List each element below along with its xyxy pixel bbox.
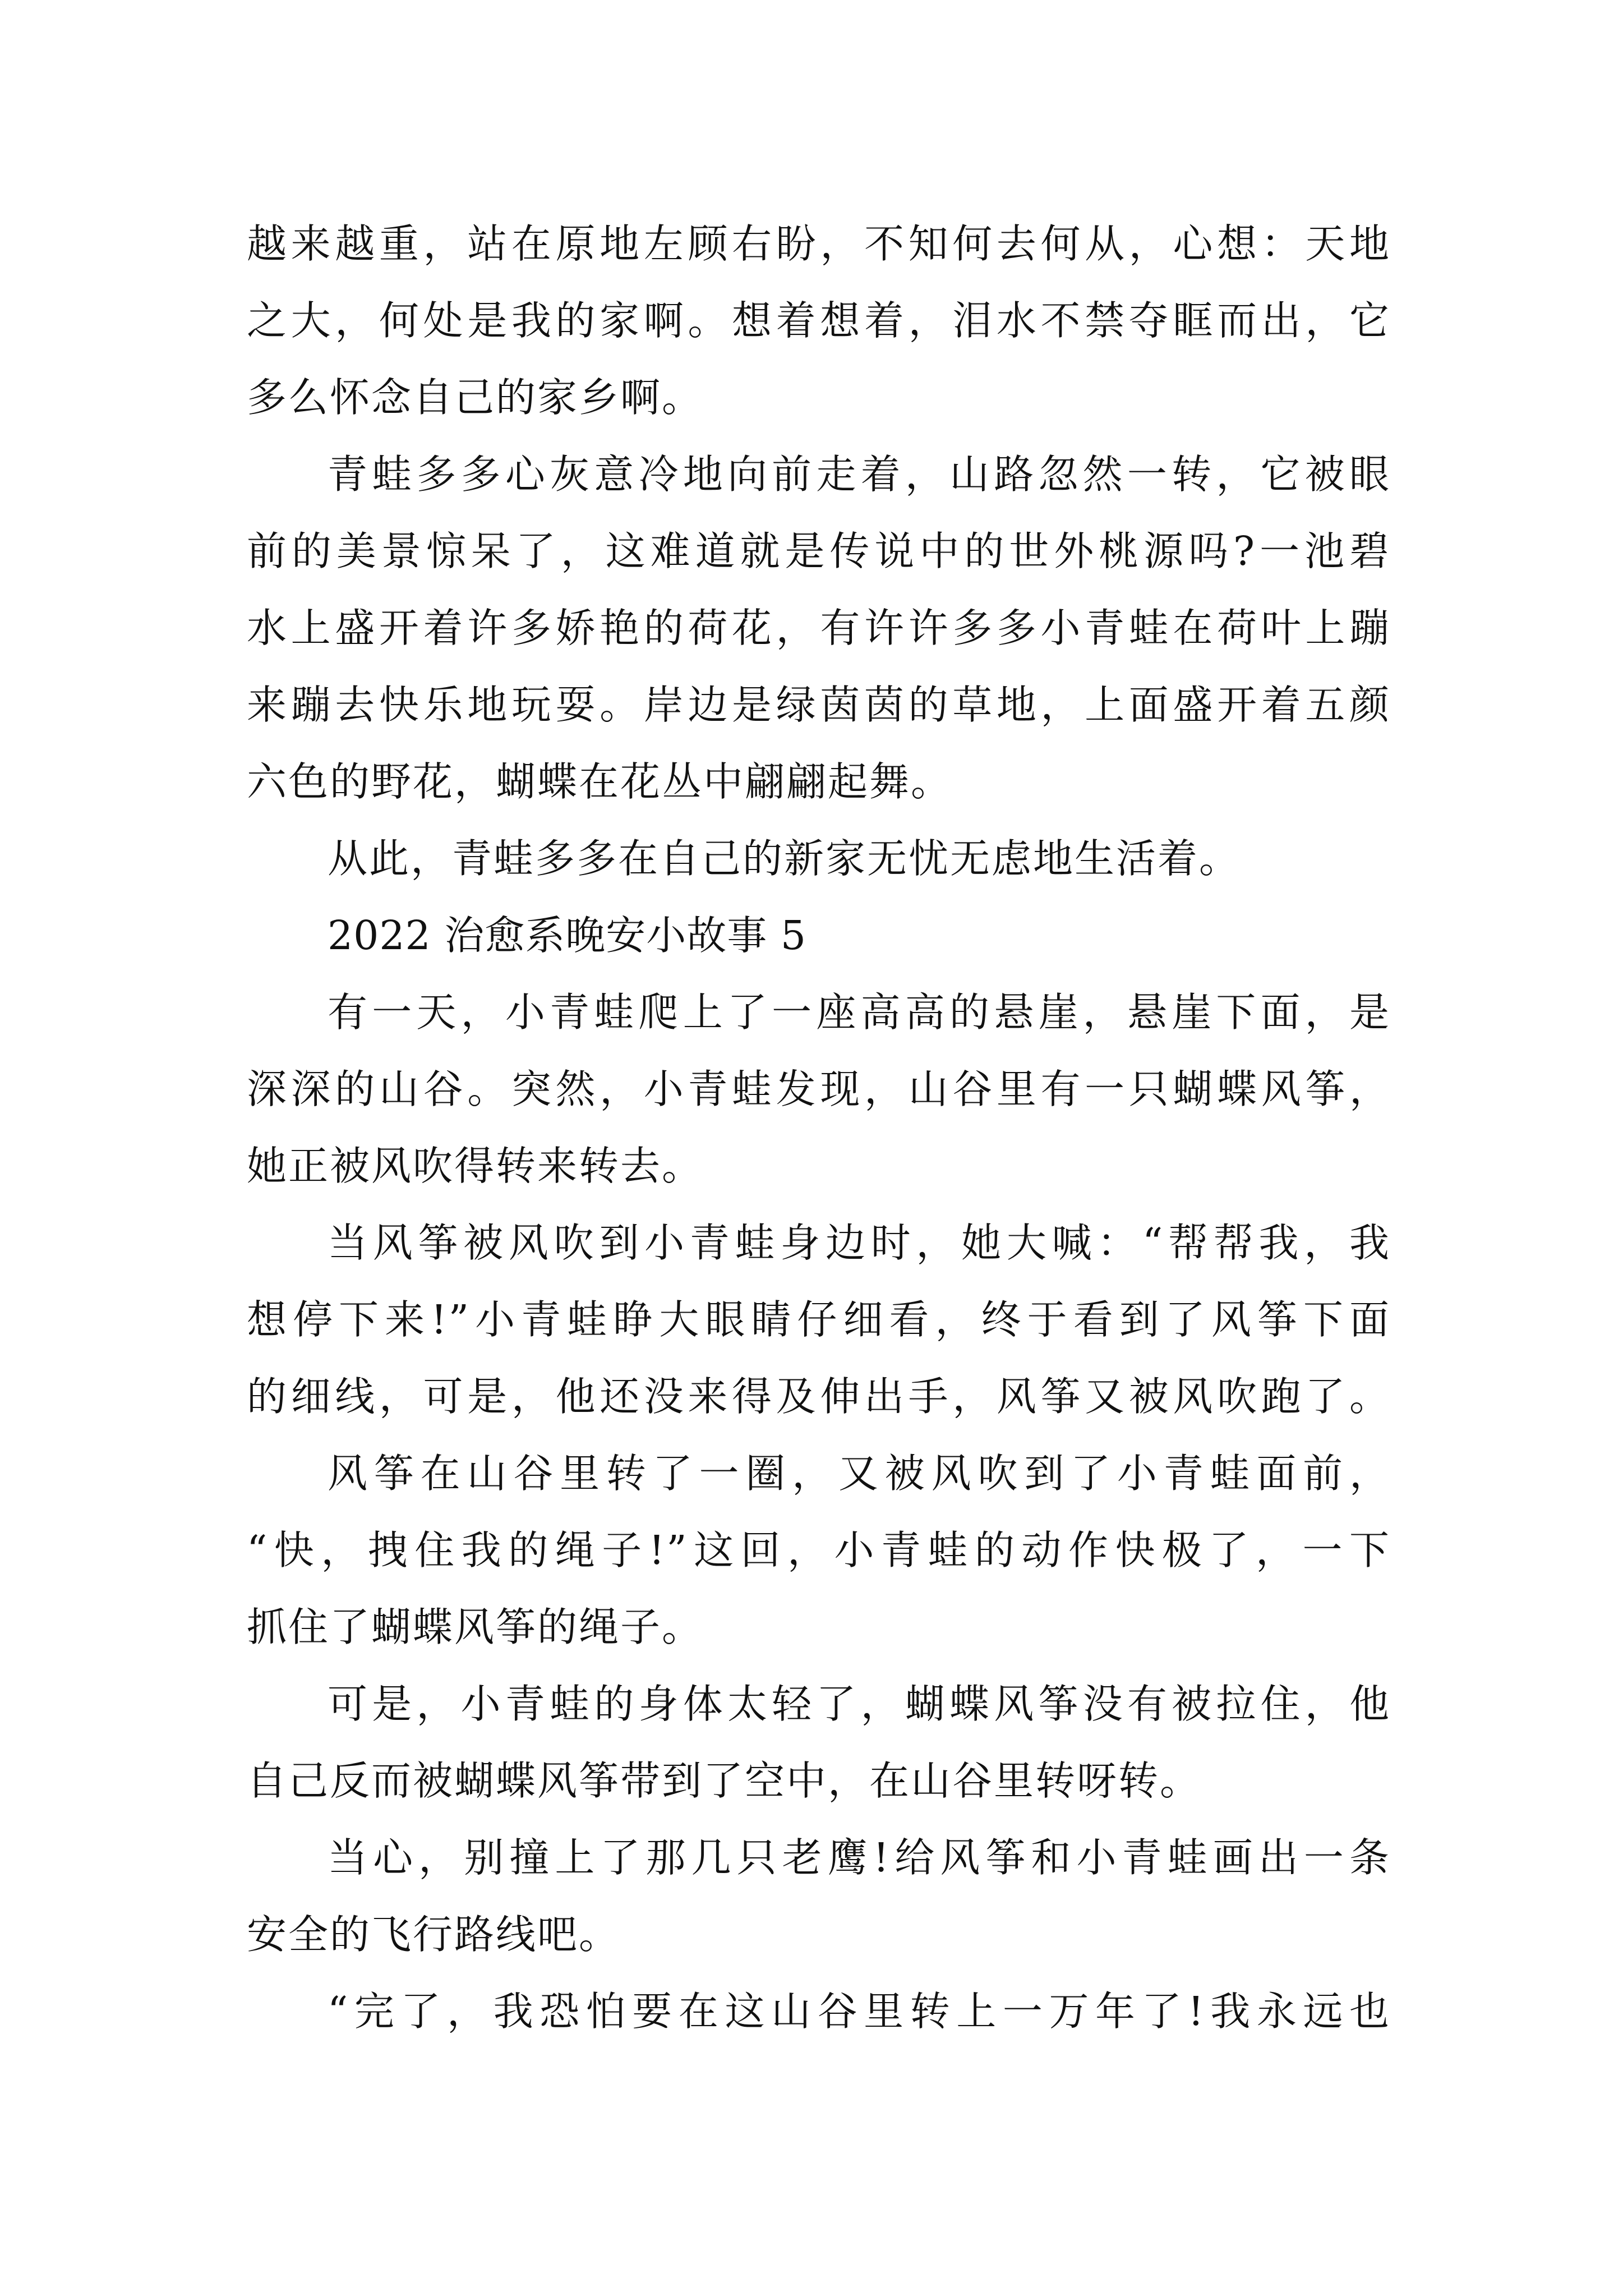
text-line: 六色的野花，蝴蝶在花丛中翩翩起舞。 — [247, 758, 953, 805]
paragraph-first-line: 青蛙多多心灰意冷地向前走着，山路忽然一转，它被眼 — [328, 451, 1391, 498]
paragraph-first-line: “完了，我恐怕要在这山谷里转上一万年了!我永远也 — [328, 1988, 1391, 2035]
text-line: “快，拽住我的绳子!”这回，小青蛙的动作快极了，一下 — [247, 1527, 1391, 1573]
text-line: 她正被风吹得转来转去。 — [247, 1143, 704, 1189]
text-line: 深深的山谷。突然，小青蛙发现，山谷里有一只蝴蝶风筝， — [247, 1066, 1391, 1112]
text-line: 安全的飞行路线吧。 — [247, 1911, 621, 1958]
paragraph-first-line: 可是，小青蛙的身体太轻了，蝴蝶风筝没有被拉住，他 — [328, 1681, 1391, 1727]
text-line: 抓住了蝴蝶风筝的绳子。 — [247, 1604, 704, 1650]
text-line: 之大，何处是我的家啊。想着想着，泪水不禁夺眶而出，它 — [247, 297, 1391, 344]
paragraph-first-line: 当风筝被风吹到小青蛙身边时，她大喊：“帮帮我，我 — [328, 1220, 1391, 1266]
text-line: 前的美景惊呆了，这难道就是传说中的世外桃源吗?一池碧 — [247, 528, 1391, 574]
text-line: 的细线，可是，他还没来得及伸出手，风筝又被风吹跑了。 — [247, 1373, 1391, 1420]
section-heading: 2022 治愈系晚安小故事 5 — [328, 912, 807, 959]
text-line: 自己反而被蝴蝶风筝带到了空中，在山谷里转呀转。 — [247, 1757, 1202, 1804]
paragraph-first-line: 风筝在山谷里转了一圈，又被风吹到了小青蛙面前， — [328, 1450, 1391, 1497]
text-line: 多么怀念自己的家乡啊。 — [247, 374, 704, 421]
paragraph-first-line: 有一天，小青蛙爬上了一座高高的悬崖，悬崖下面，是 — [328, 989, 1391, 1036]
text-line: 越来越重，站在原地左顾右盼，不知何去何从，心想：天地 — [247, 220, 1391, 267]
text-line: 想停下来!”小青蛙睁大眼睛仔细看，终于看到了风筝下面 — [247, 1296, 1391, 1343]
paragraph-first-line: 当心，别撞上了那几只老鹰!给风筝和小青蛙画出一条 — [328, 1834, 1391, 1881]
text-line: 水上盛开着许多娇艳的荷花，有许许多多小青蛙在荷叶上蹦 — [247, 605, 1391, 651]
text-line: 来蹦去快乐地玩耍。岸边是绿茵茵的草地，上面盛开着五颜 — [247, 682, 1391, 728]
paragraph-first-line: 从此，青蛙多多在自己的新家无忧无虑地生活着。 — [328, 835, 1241, 882]
